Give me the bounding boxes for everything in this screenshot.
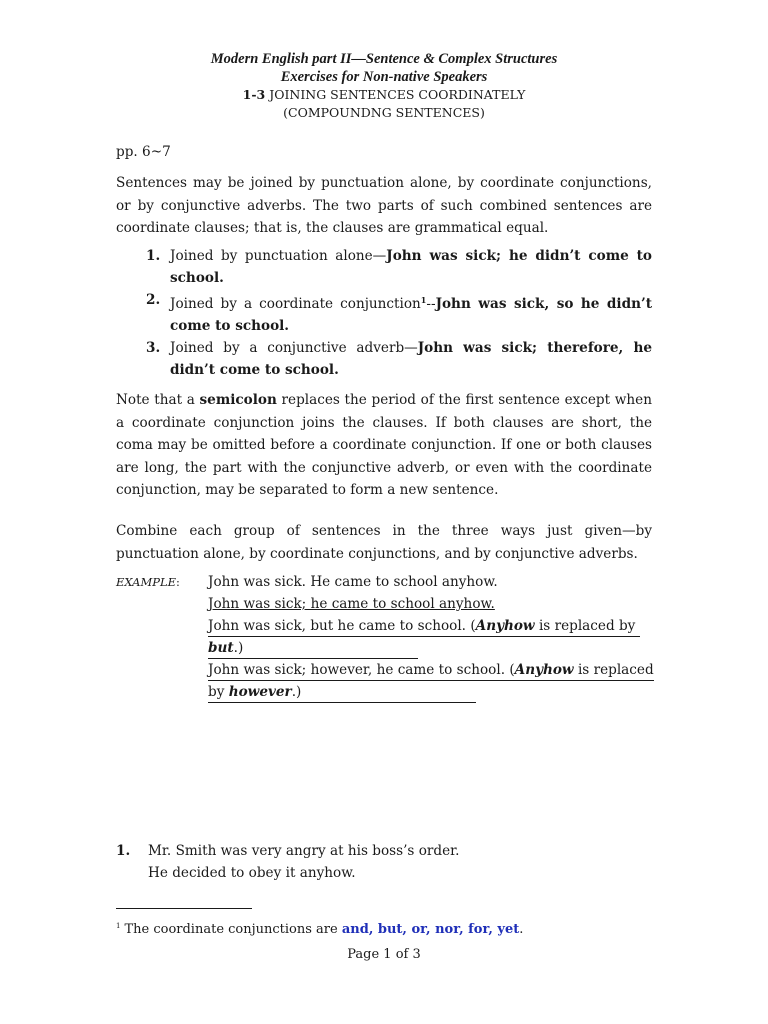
example-label-colon: : [176,575,180,589]
example-label [116,571,180,593]
answer-underline [208,617,640,637]
example-lines [208,571,653,703]
note-text: Note that a [116,392,200,408]
section-subtitle: (COMPOUNDNG SENTENCES) [283,105,485,120]
page-number: Page 1 of 3 [347,947,421,962]
answer-text: John was sick; however, he came to school. ( [208,662,515,678]
section-title: JOINING SENTENCES COORDINATELY [265,87,526,102]
answer-text: .) [291,684,302,700]
method-example: John was sick, so he didn’t come to school. [170,296,652,334]
method-separator: -- [426,296,436,312]
method-text: Joined by a coordinate conjunction [170,296,421,312]
answer-text: is replaced by [534,618,636,634]
intro-paragraph: Sentences may be joined by punctuation alone, by coordinate conjunctions, or by conjunctive adverbs. The two parts of such combined sentences are coordinate clauses; that is, the clauses are grammatical equal. [116,175,652,236]
answer-text: by [208,684,229,700]
list-number: 1. [146,248,161,264]
exercise-sentence: Mr. Smith was very angry at his boss’s order. [148,843,460,859]
answer-text: John was sick, but he came to school. ( [208,618,476,634]
list-number: 2. [146,292,161,308]
example-original: John was sick. He came to school anyhow. [208,574,498,590]
example-adverb-answer-line2 [208,681,653,703]
answer-underline [208,683,476,703]
footnote-text: The coordinate conjunctions are [124,922,342,937]
method-example: John was sick; therefore, he didn’t come to school. [170,340,652,378]
note-text: replaces the period of the first sentence except when a coordinate conjunction joins the clauses. If both clauses are short, the coma may be omitted before a coordinate conjunction. If one or both clauses are long, the part with the conjunctive adverb, or even with the coordinate conjunction, may be separated to form a new sentence. [116,392,652,498]
example-conjunction-answer-line1 [208,615,653,637]
exercise-sentences [148,840,459,884]
note-emphasis: semicolon [199,392,277,408]
section-number: 1-3 [242,87,266,102]
title-line-1: Modern English part II—Sentence & Complex Structures [210,51,558,67]
semicolon-note-paragraph [116,389,652,502]
footnote-divider [116,908,252,909]
document-header [0,50,768,122]
answer-emphasis: Anyhow [514,662,574,678]
method-text: Joined by punctuation alone— [170,248,387,264]
answer-emphasis: Anyhow [475,618,535,634]
answer-text: .) [233,640,244,656]
instruction-paragraph: Combine each group of sentences in the three ways just given—by punctuation alone, by coordinate conjunctions, and by conjunctive adverbs. [116,523,652,562]
joining-methods-list [146,245,652,381]
footnote-mark: 1 [116,922,121,930]
title-line-2: Exercises for Non-native Speakers [280,69,488,85]
method-text: Joined by a conjunctive adverb— [170,340,418,356]
exercise-sentence: He decided to obey it anyhow. [148,865,356,881]
footnote [116,916,523,940]
example-conjunction-answer-line2 [208,637,653,659]
exercise-number: 1. [116,843,131,859]
example-punctuation-answer: John was sick; he came to school anyhow. [208,596,495,612]
footnote-end: . [519,922,524,937]
answer-emphasis: but [208,640,234,656]
example-adverb-answer-line1 [208,659,653,681]
list-item [146,245,652,289]
page-reference: pp. 6~7 [116,144,171,160]
answer-underline [208,661,654,681]
answer-underline [208,639,418,659]
answer-emphasis: however [228,684,292,700]
list-item [146,289,652,337]
list-number: 3. [146,340,161,356]
example-label-text: EXAMPLE [116,575,177,589]
footnote-conjunction-list: and, but, or, nor, for, yet [341,922,520,937]
footnote-reference[interactable]: 1 [420,295,427,305]
answer-text: is replaced [573,662,654,678]
section-heading [0,86,768,104]
method-example: John was sick; he didn’t come to school. [170,248,652,286]
list-item [146,337,652,381]
